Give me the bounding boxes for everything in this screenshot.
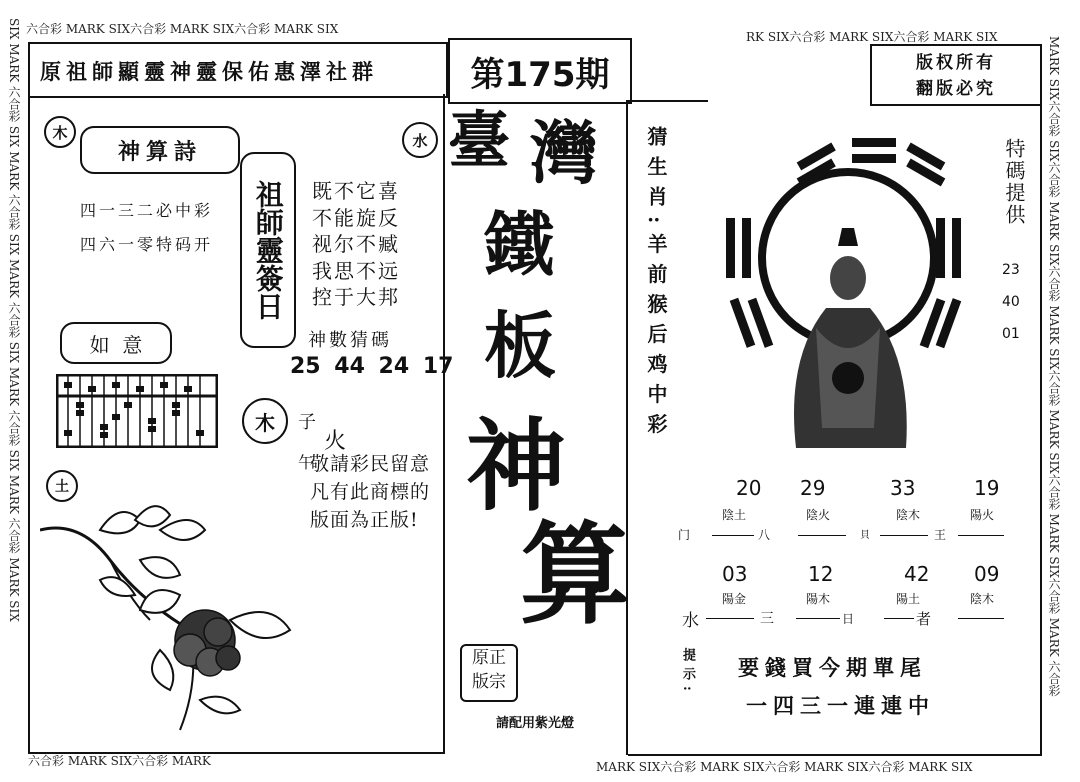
divine-numbers: 25 44 24 17 [290,354,454,379]
watermark-right-side: MARK SIX六合彩 SIX六合彩 MARK SIX六合彩 MARK SIX六合彩 MARK SIX六合彩 MARK SIX六合彩 MARK 六合彩 [1047,36,1061,697]
watermark-top-right: RK SIX六合彩 MARK SIX六合彩 MARK SIX [746,30,998,44]
ruyi-label: 如 意 [60,322,172,364]
notice-line: 版面為正版! [310,509,419,531]
left-bottom-border [28,752,444,754]
watermark-left-side: SIX MARK 六合彩 SIX MARK 六合彩 SIX MARK 六合彩 SIX MARK 六合彩 SIX MARK 六合彩 MARK SIX [7,18,21,622]
middle-right-border [626,100,628,755]
oracle-poem-line: 控于大邦 [312,285,400,309]
grid-number: 03 [722,562,748,586]
notice-text [310,450,430,534]
label-huo: 火 [324,429,347,454]
divine-label: 神數猜碼 [308,330,392,351]
middle-divider-top [628,100,708,102]
row1-rule [958,535,1004,536]
row2-rule [796,618,840,619]
circle-wood: 木 [242,398,288,444]
grid-number: 29 [800,476,826,500]
peony-flower-icon [40,500,310,740]
grid-number: 42 [904,562,930,586]
oracle-poem-line: 既不它喜 [312,179,400,203]
watermark-bottom-right: MARK SIX六合彩 MARK SIX六合彩 MARK SIX六合彩 MARK SIX [596,760,973,774]
poem-line-1: 四一三二必中彩 [80,201,214,220]
watermark-top-left: 六合彩 MARK SIX六合彩 MARK SIX六合彩 MARK SIX [26,22,339,36]
row1-rule [880,535,928,536]
title-char: 灣 [530,114,599,194]
title-char: 臺 [448,104,511,177]
tip-line-2: 一四三一連連中 [746,693,935,718]
row1-rule [798,535,846,536]
grid-attr: 陽火 [970,508,995,522]
row2-char: 水 [682,611,699,631]
uv-light-note: 請配用紫光燈 [496,716,575,731]
issue-box [448,38,632,104]
circle-earth: 土 [46,470,78,502]
row2-char: 三 [760,611,774,627]
grid-attr: 陰土 [722,508,747,522]
row1-char: 门 [678,528,691,542]
grid-number: 33 [890,476,916,500]
special-numbers [1002,254,1020,350]
copyright-line: 翻版必究 [916,79,996,99]
row1-char: 王 [934,528,947,542]
row2-rule [706,618,754,619]
right-bottom-border [628,754,1042,756]
title-char: 神 [466,407,566,525]
oracle-poem [312,178,400,311]
copyright-box [870,44,1042,106]
issue-number: 第175期 [470,54,610,95]
tip-label: 提示: [680,648,695,697]
oracle-poem-line: 不能旋反 [312,205,400,230]
grid-attr: 陰火 [806,508,831,522]
row1-char: 八 [758,528,771,542]
special-code-label: 特碼提供 [1002,138,1026,226]
circle-water: 水 [402,122,438,158]
watermark-bottom-left: 六合彩 MARK SIX六合彩 MARK [28,754,211,768]
grid-attr: 陽金 [722,592,747,606]
grid-number: 19 [974,476,1000,500]
poem-title: 神算詩 [80,126,240,174]
grid-number: 09 [974,562,1000,586]
bagua-deity-icon [716,128,976,458]
row2-rule [958,618,1004,619]
zodiac-guess: 猜生肖:羊前猴后鸡中彩 [644,126,668,444]
notice-line: 敬請彩民留意 [310,453,431,475]
notice-line: 凡有此商標的 [310,481,431,503]
tip-line-1: 要錢買今期單尾 [738,655,927,680]
right-border [1040,106,1042,756]
poem-line-2: 四六一零特码开 [80,235,214,254]
grid-attr: 陽木 [806,592,831,606]
grid-number: 20 [736,476,762,500]
row1-char: 貝 [860,530,870,541]
oracle-label: 祖師靈簽日 [240,152,296,348]
label-zi: 子 [298,412,316,433]
copyright-line: 版权所有 [916,53,996,73]
row2-rule [884,618,914,619]
label-wu: 午 [298,453,315,472]
special-number: 23 [1002,262,1020,278]
title-char: 鐵 [484,203,554,286]
left-header-text: 原祖師顯靈神靈保佑惠澤社群 [40,59,378,84]
stamp-line: 版宗 [472,672,506,692]
title-char: 算 [520,510,630,639]
authentic-stamp [460,644,518,702]
circle-wood-top: 木 [44,116,76,148]
oracle-poem-line: 我思不远 [312,258,400,283]
title-char: 板 [484,303,557,388]
row1-rule [712,535,754,536]
row2-char: 者 [916,610,932,628]
oracle-poem-line: 视尔不臧 [312,232,400,256]
special-number: 01 [1002,326,1020,342]
special-number: 40 [1002,294,1020,310]
abacus-icon [56,374,218,448]
row2-char: 日 [842,612,855,626]
grid-attr: 陰木 [970,592,995,606]
left-border [28,94,30,754]
grid-attr: 陰木 [896,508,921,522]
left-panel-right-border [443,94,445,754]
grid-number: 12 [808,562,834,586]
grid-attr: 陽土 [896,592,921,606]
stamp-line: 原正 [472,648,506,668]
